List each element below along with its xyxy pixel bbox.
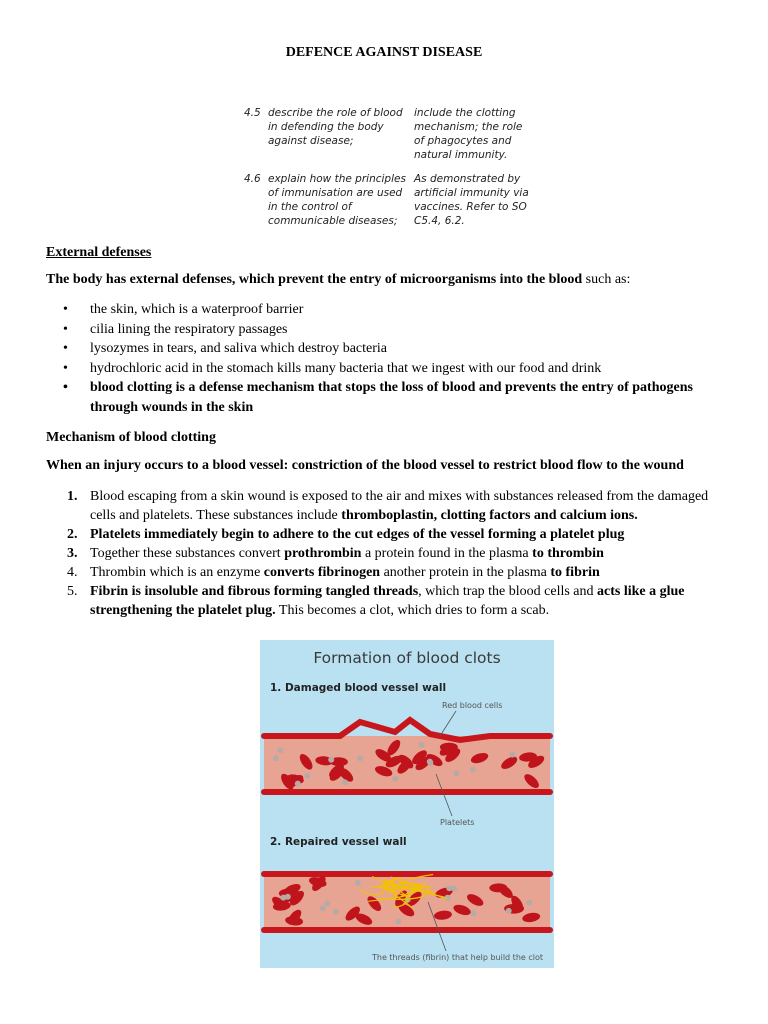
objective-note: include the clotting mechanism; the role of phagocytes and natural immunity. (414, 107, 523, 161)
clotting-step (46, 582, 716, 620)
syllabus-row (244, 106, 544, 162)
platelet (506, 908, 512, 914)
step-text: to fibrin (550, 565, 600, 580)
step-text: Fibrin is insoluble and fibrous forming tangled threads (90, 584, 419, 599)
step-text: thromboplastin, clotting factors and calcium ions. (341, 508, 638, 523)
intro-bold-text: The body has external defenses, which prevent the entry of microorganisms into the blood (46, 272, 583, 287)
step-text: , which trap the blood cells and (418, 584, 598, 599)
defense-bullet: • cilia lining the respiratory passages (46, 320, 706, 340)
step-number: 1. (67, 489, 78, 504)
syllabus-objectives (244, 106, 544, 238)
platelet (509, 752, 515, 758)
step-text: Together these substances convert (90, 546, 285, 561)
defense-bullet: • blood clotting is a defense mechanism that stops the loss of blood and prevents the entry of pathogens through wounds in the skin (46, 378, 706, 417)
step-text: Platelets immediately begin to adhere to the cut edges of the vessel forming a platelet plug (90, 527, 625, 542)
red-blood-cells-label: Red blood cells (442, 701, 503, 710)
objective-number: 4.5 (244, 107, 261, 119)
step-text: acts like a glue strengthening the platelet plug. (90, 584, 685, 618)
clotting-steps-list (46, 487, 716, 620)
platelet (526, 900, 532, 906)
platelets-label: Platelets (440, 818, 475, 827)
platelet (324, 900, 330, 906)
platelet (470, 767, 476, 773)
figure-title: Formation of blood clots (313, 649, 501, 667)
external-defenses-list (46, 300, 706, 417)
rbc-leader-line (440, 711, 456, 736)
objective-description: explain how the principles of immunisation are used in the control of communicable diseases; (268, 173, 406, 227)
step-text: prothrombin (284, 546, 362, 561)
clotting-step (46, 525, 716, 544)
external-defenses-heading: External defenses (46, 245, 152, 260)
platelet (295, 781, 301, 787)
step-text: a protein found in the plasma (361, 546, 533, 561)
step-text: This becomes a clot, which dries to form a scab. (275, 603, 550, 618)
defense-bullet: • lysozymes in tears, and saliva which destroy bacteria (46, 339, 706, 359)
platelet (453, 771, 459, 777)
panel-2-heading: 2. Repaired vessel wall (270, 836, 407, 848)
defense-bullet: • hydrochloric acid in the stomach kills many bacteria that we ingest with our food and drink (46, 359, 706, 379)
step-text: Blood escaping from a skin wound is exposed to the air and mixes with substances released from the damaged cells and platelets. These substances include (90, 489, 709, 523)
step-number: 5. (67, 584, 78, 599)
clotting-step (46, 544, 716, 563)
step-text: Thrombin which is an enzyme (90, 565, 264, 580)
step-text: to thrombin (532, 546, 604, 561)
platelet (471, 910, 477, 916)
platelet (419, 742, 425, 748)
platelet (278, 747, 284, 753)
panel-1-heading: 1. Damaged blood vessel wall (270, 682, 447, 694)
platelet (273, 755, 279, 761)
clotting-step (46, 487, 716, 525)
step-text: converts fibrinogen (263, 565, 381, 580)
intro-rest-text: such as: (582, 272, 631, 287)
objective-description: describe the role of blood in defending the body against disease; (268, 107, 403, 147)
syllabus-row (244, 172, 544, 228)
platelet (451, 886, 457, 892)
platelet (328, 757, 334, 763)
page-title: DEFENCE AGAINST DISEASE (285, 45, 483, 60)
platelet (333, 909, 339, 915)
platelet (427, 760, 433, 766)
external-defenses-intro (46, 272, 736, 288)
clotting-step (46, 563, 716, 582)
objective-number: 4.6 (244, 173, 261, 185)
platelet (357, 755, 363, 761)
step-text: another protein in the plasma (380, 565, 551, 580)
mechanism-heading: Mechanism of blood clotting (46, 430, 216, 445)
step-number: 3. (67, 546, 78, 561)
platelet (304, 773, 310, 779)
defense-bullet: • the skin, which is a waterproof barrier (46, 300, 706, 320)
objective-note: As demonstrated by artificial immunity via vaccines. Refer to SO C5.4, 6.2. (414, 173, 529, 227)
platelet (355, 880, 361, 886)
platelet (395, 919, 401, 925)
platelet (342, 779, 348, 785)
injury-statement: When an injury occurs to a blood vessel: constriction of the blood vessel to restrict blood flow to the wound (46, 458, 684, 473)
fibrin-threads-label: The threads (fibrin) that help build the clot (372, 953, 544, 962)
blood-clot-figure (260, 640, 554, 968)
platelet (392, 776, 398, 782)
platelet (280, 895, 286, 901)
step-number: 2. (67, 527, 78, 542)
step-number: 4. (67, 565, 78, 580)
platelet (320, 905, 326, 911)
